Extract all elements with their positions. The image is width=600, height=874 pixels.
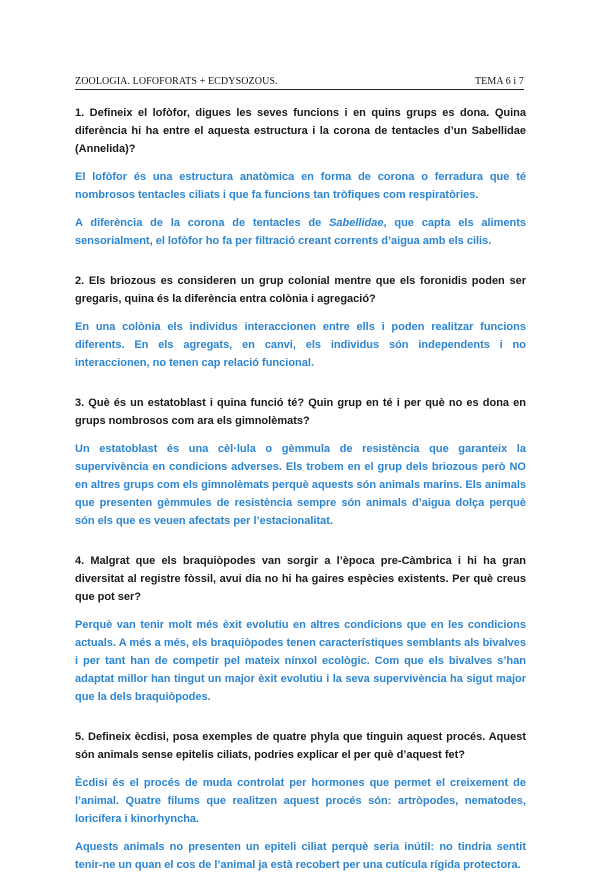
question-1: 1. Defineix el lofòfor, digues les seves funcions i en quins grups es dona. Quina diferència hi ha entre el aquesta estructura i la corona de tentacles d’un Sabellidae (Annelida)?: [75, 107, 526, 155]
answer-1b: [75, 214, 526, 250]
question-4: 4. Malgrat que els braquiòpodes van sorgir a l’època pre-Càmbrica i hi ha gran diversitat al registre fòssil, avui dia no hi ha gaires espècies existents. Per què creus que pot ser?: [75, 555, 526, 603]
answer-2: En una colònia els individus interaccionen entre ells i poden realitzar funcions diferents. En els agregats, en canvi, els individus són independents i no interaccionen, no tenen cap relació funcional.: [75, 321, 526, 369]
document-body: [75, 104, 526, 874]
answer-5b: Aquests animals no presenten un epiteli ciliat perquè seria inútil: no tindria sentit tenir-ne un quan el cos de l’animal ja està recobert per una cutícula rígida protectora.: [75, 841, 526, 871]
answer-1b-post: , que capta els aliments sensorialment, el lofòfor ho fa per filtració creant corrents d’aigua amb els cilis.: [75, 217, 527, 247]
topic-label: TEMA 6 i 7: [474, 76, 524, 87]
document-title: ZOOLOGIA. LOFOFORATS + ECDYSOZOUS.: [75, 76, 278, 87]
answer-3: Un estatoblast és una cèl·lula o gèmmula de resistència que garanteix la supervivència en condicions adverses. Els trobem en el grup dels briozous però NO en altres grups com els gimnolèmats perquè aquests són animals marins. Els animals que presenten gèmmules de resistència sempre són animals d’aigua dolça perquè són els que es veuen afectats per l’estacionalitat.: [75, 443, 526, 527]
answer-1a: El lofòfor és una estructura anatòmica en forma de corona o ferradura que té nombrosos tentacles ciliats i que fa funcions tan tròfiques com respiratòries.: [75, 171, 526, 201]
header-divider: [75, 89, 524, 90]
question-2: 2. Els briozous es consideren un grup colonial mentre que els foronidis poden ser gregaris, quina és la diferència entra colònia i agregació?: [75, 275, 526, 305]
question-3: 3. Què és un estatoblast i quina funció té? Quin grup en té i per què no es dona en grups nombrosos com ara els gimnolèmats?: [75, 397, 526, 427]
answer-5a: Ècdisi és el procés de muda controlat per hormones que permet el creixement de l’animal. Quatre fílums que realitzen aquest procés són: artròpodes, nematodes, loricífera i kinorhyncha.: [75, 777, 526, 825]
answer-1b-pre: A diferència de la corona de tentacles de: [75, 217, 330, 229]
answer-4: Perquè van tenir molt més èxit evolutiu en altres condicions que en les condicions actuals. A més a més, els braquiòpodes tenen característiques semblants als bivalves i per tant han de competir pel mateix nínxol ecològic. Com que els bivalves s’han adaptat millor han tingut un major èxit evolutiu i la seva supervivència ha sigut major que la dels braquiòpodes.: [75, 619, 526, 703]
question-5: 5. Defineix ècdisi, posa exemples de quatre phyla que tinguin aquest procés. Aquest són animals sense epitelis ciliats, podries explicar el per què d’aquest fet?: [75, 731, 526, 761]
answer-1b-taxon: Sabellidae: [329, 217, 384, 229]
